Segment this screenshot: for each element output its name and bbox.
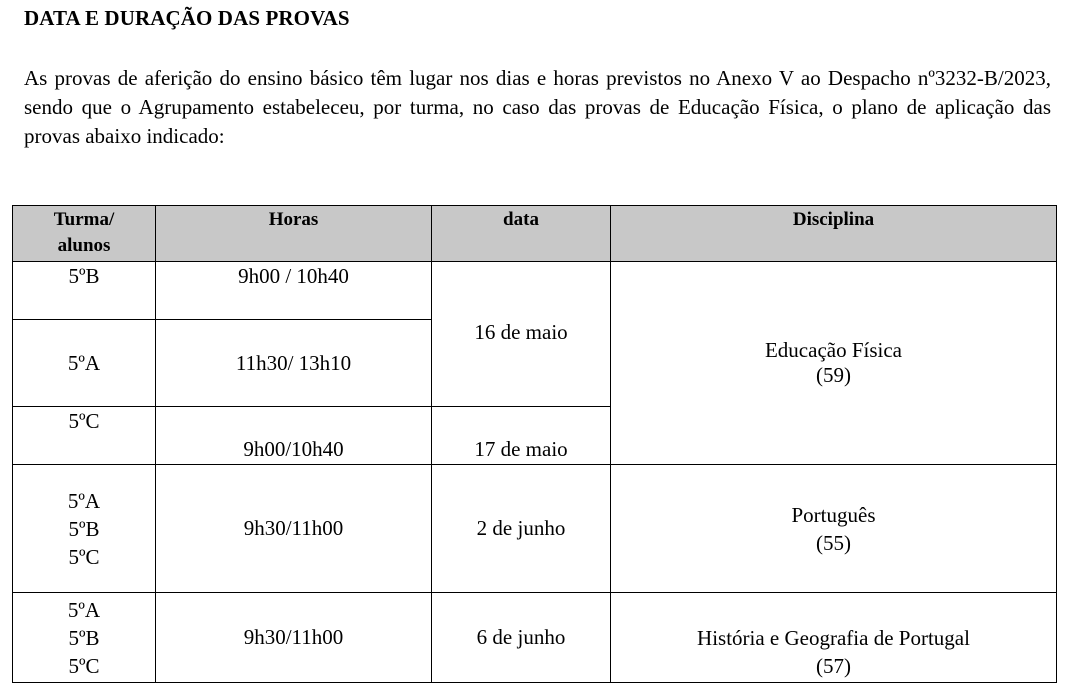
turma-cell xyxy=(13,593,156,683)
header-data: data xyxy=(432,206,611,262)
disciplina-cell xyxy=(611,593,1057,683)
turma-value: 5ºC xyxy=(68,544,100,569)
disciplina-name: Português xyxy=(791,502,876,527)
disciplina-cell xyxy=(611,465,1057,593)
header-disciplina: Disciplina xyxy=(611,206,1057,262)
data-cell: 2 de junho xyxy=(432,465,611,593)
horas-cell: 9h00/10h40 xyxy=(156,407,432,465)
table-row xyxy=(13,465,1057,593)
intro-paragraph: As provas de aferição do ensino básico têm lugar nos dias e horas previstos no Anexo V ao Despacho nº3232-B/2023, sendo que o Agrupamento estabeleceu, por turma, no caso das provas de Educação Física, o plano de aplicação das provas abaixo indicado: xyxy=(24,66,1051,148)
turma-value: 5ºC xyxy=(68,653,100,678)
turma-cell xyxy=(13,465,156,593)
turma-value: 5ºB xyxy=(68,516,100,541)
disciplina-count: (59) xyxy=(816,363,851,387)
turma-cell: 5ºC xyxy=(13,407,156,465)
table-header-row xyxy=(13,206,1057,262)
table-row xyxy=(13,262,1057,320)
horas-cell: 9h30/11h00 xyxy=(156,593,432,683)
disciplina-name: História e Geografia de Portugal xyxy=(697,626,970,650)
turma-cell: 5ºB xyxy=(13,262,156,320)
disciplina-count: (55) xyxy=(816,530,851,555)
header-horas: Horas xyxy=(156,206,432,262)
header-turma-line1: Turma/ xyxy=(53,209,115,230)
turma-cell: 5ºA xyxy=(13,320,156,407)
section-title: DATA E DURAÇÃO DAS PROVAS xyxy=(24,6,350,30)
data-cell: 17 de maio xyxy=(432,407,611,465)
turma-value: 5ºB xyxy=(68,625,100,650)
horas-cell: 9h00 / 10h40 xyxy=(156,262,432,320)
data-cell: 6 de junho xyxy=(432,593,611,683)
header-turma xyxy=(13,206,156,262)
disciplina-cell xyxy=(611,262,1057,465)
disciplina-name: Educação Física xyxy=(764,338,903,362)
horas-cell: 9h30/11h00 xyxy=(156,465,432,593)
horas-cell: 11h30/ 13h10 xyxy=(156,320,432,407)
header-turma-line2: alunos xyxy=(57,235,111,256)
data-cell: 16 de maio xyxy=(432,262,611,407)
turma-value: 5ºA xyxy=(67,597,101,622)
table-row xyxy=(13,593,1057,683)
turma-value: 5ºA xyxy=(67,488,101,513)
exam-schedule-table xyxy=(12,205,1057,683)
disciplina-count: (57) xyxy=(816,654,851,678)
